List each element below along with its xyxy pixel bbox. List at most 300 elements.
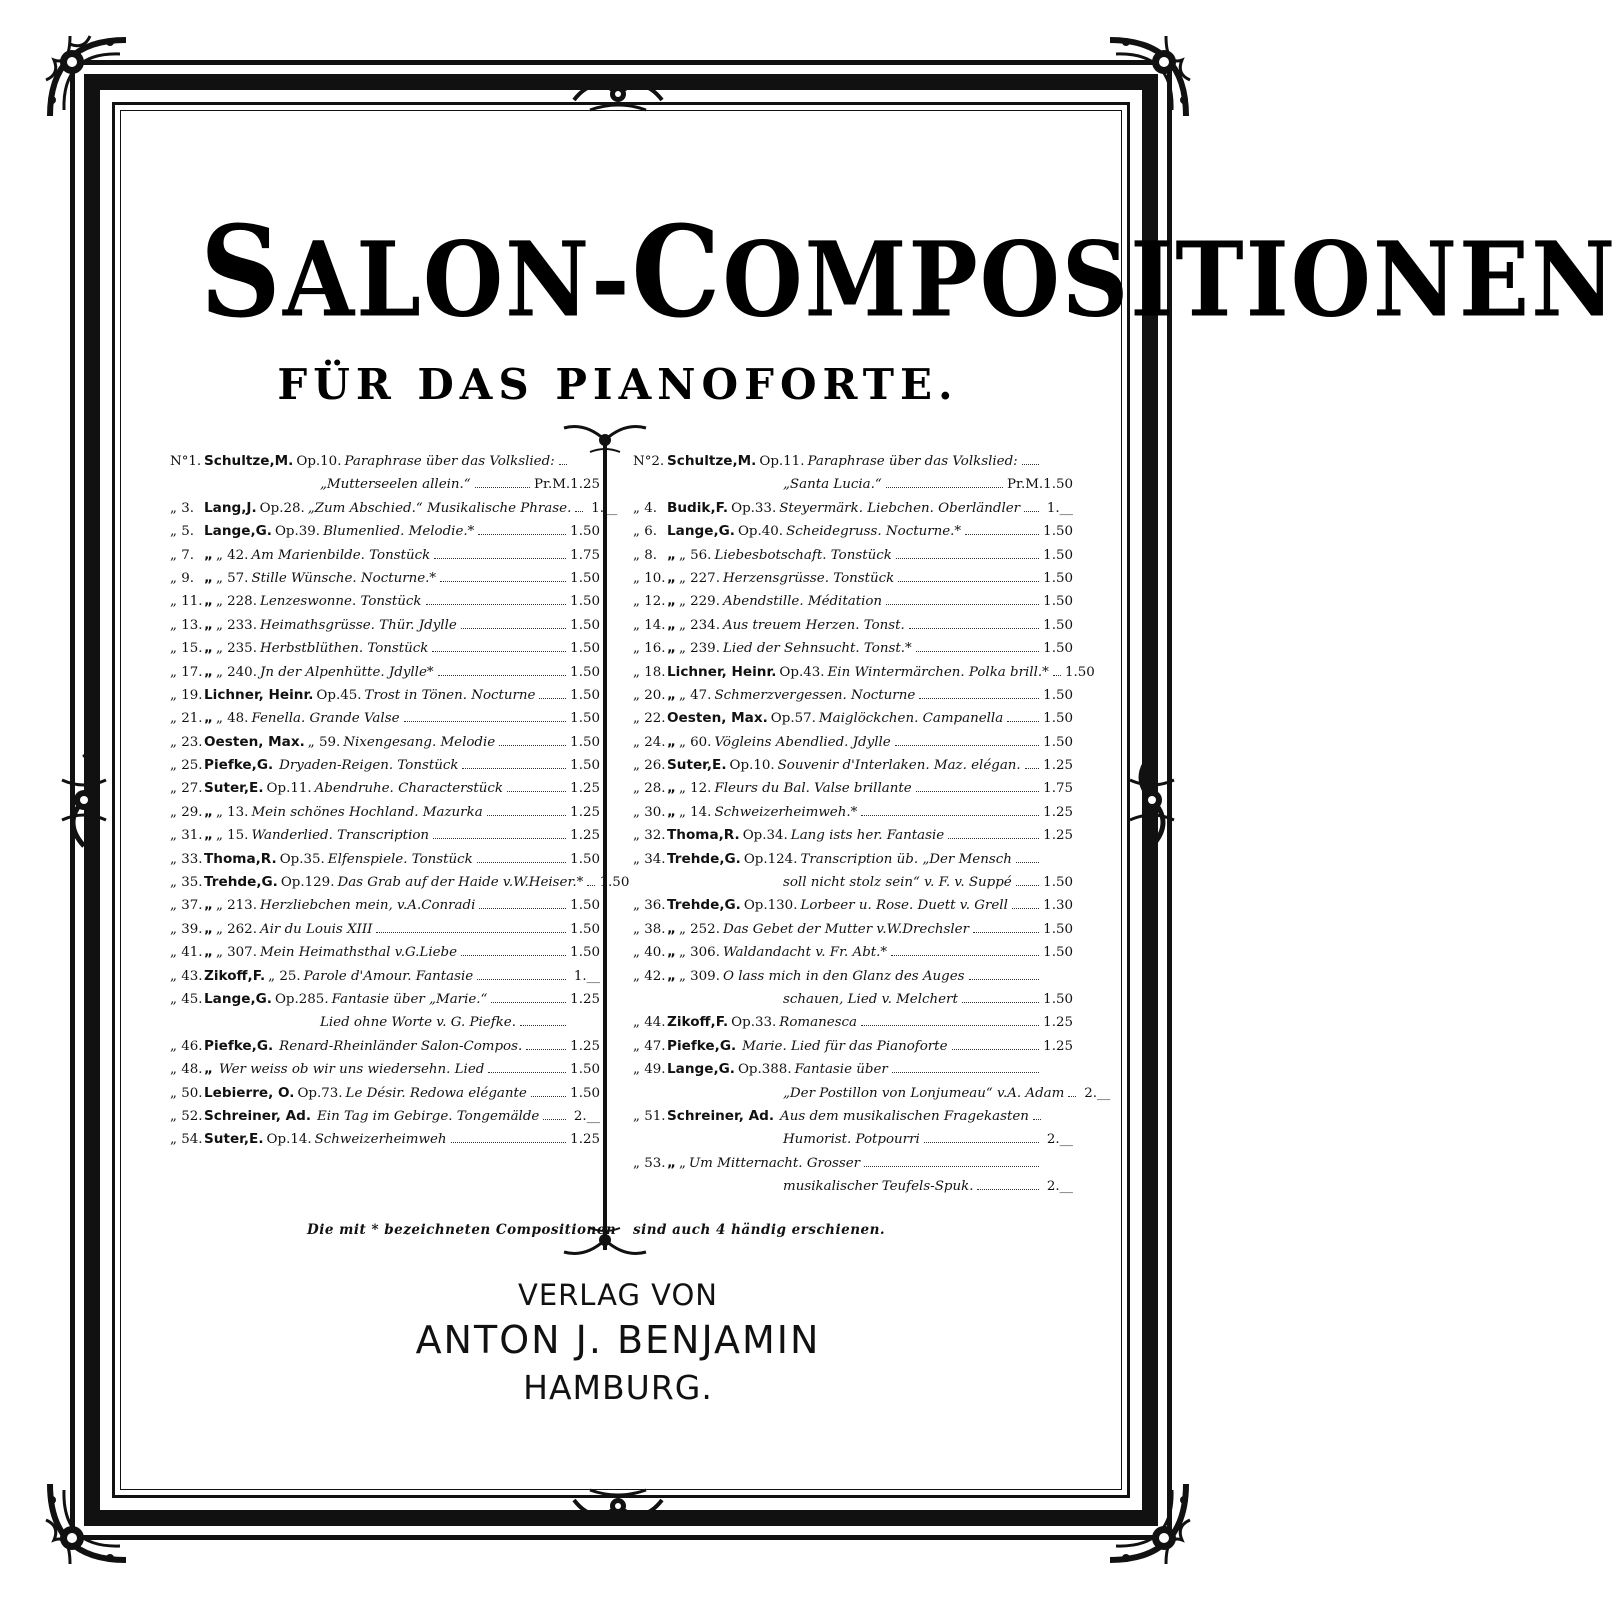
- entry-price: 1.25: [570, 828, 600, 844]
- entry-price: 1.30: [1043, 898, 1073, 914]
- entry-price: 1.__: [591, 500, 618, 516]
- entry-leader-dots: [895, 735, 1039, 746]
- entry-work-title: Am Marienbilde. Tonstück: [251, 547, 431, 563]
- entry-author: Oesten, Max.: [204, 733, 305, 750]
- entry-number: N°2.: [633, 454, 665, 469]
- entry-work-title: Stille Wünsche. Nocturne.*: [251, 570, 437, 586]
- entry-leader-dots: [520, 1015, 566, 1026]
- catalogue-entry: [170, 1082, 600, 1105]
- entry-number: „ 31.: [170, 828, 203, 844]
- entry-price: 1.50: [570, 570, 600, 586]
- entry-leader-dots: [924, 1132, 1039, 1143]
- entry-leader-dots: [1016, 852, 1039, 863]
- catalogue-entry: [633, 894, 1073, 917]
- entry-number: „ 24.: [633, 734, 666, 750]
- entry-work-title: Fenella. Grande Valse: [251, 711, 400, 727]
- entry-author: „: [204, 546, 213, 563]
- entry-number: „ 48.: [170, 1062, 203, 1078]
- entry-price: 1.25: [570, 1132, 600, 1148]
- entry-work-title: Dryaden-Reigen. Tonstück: [279, 758, 459, 774]
- entry-number: „ 29.: [170, 804, 203, 820]
- entry-price: 1.75: [570, 547, 600, 563]
- entry-work-title: Lenzeswonne. Tonstück: [259, 594, 422, 610]
- entry-author: „: [667, 546, 676, 563]
- entry-opus: Op.39.: [274, 524, 321, 540]
- entry-number: „ 47.: [633, 1038, 666, 1054]
- entry-leader-dots: [977, 1179, 1039, 1190]
- entry-leader-dots: [962, 992, 1039, 1003]
- entry-opus: Op.11.: [759, 454, 805, 469]
- entry-opus: Op.124.: [743, 851, 798, 867]
- catalogue-entry: [170, 707, 600, 730]
- entry-price: 1.25: [570, 804, 600, 820]
- entry-work-title: Trost in Tönen. Nocturne: [364, 687, 536, 703]
- title-part-1: ALON-: [282, 219, 632, 341]
- entry-price: 1.25: [570, 991, 600, 1007]
- catalogue-entry: [633, 754, 1073, 777]
- entry-work-title: Das Grab auf der Haide v.W.Heiser.*: [337, 875, 584, 891]
- catalogue-entry: [170, 731, 600, 754]
- entry-number: „ 17.: [170, 664, 203, 680]
- entry-author: Trehde,G.: [204, 874, 278, 891]
- entry-opus: Op.14.: [266, 1132, 312, 1148]
- catalogue-entry: [633, 544, 1073, 567]
- entry-work-title: Parole d'Amour. Fantasie: [303, 968, 474, 984]
- entry-work-title: Maiglöckchen. Campanella: [818, 711, 1004, 727]
- entry-opus: Op.130.: [743, 898, 798, 914]
- catalogue-entry: [170, 590, 600, 613]
- entry-price: 1.50: [570, 1085, 600, 1101]
- entry-number: „ 41.: [170, 945, 203, 961]
- entry-opus: „ 227.: [678, 570, 720, 586]
- entry-author: Suter,E.: [204, 780, 264, 797]
- catalogue-entry: [633, 871, 1073, 894]
- entry-work-title: Air du Louis XIII: [259, 921, 373, 937]
- entry-work-title: Waldandacht v. Fr. Abt.*: [722, 945, 888, 961]
- entry-opus: „: [678, 1155, 686, 1171]
- catalogue-entry: [170, 848, 600, 871]
- entry-number: „ 12.: [633, 594, 666, 610]
- entry-work-title: Renard-Rheinländer Salon-Compos.: [279, 1038, 523, 1054]
- entry-leader-dots: [1012, 898, 1039, 909]
- entry-leader-dots: [1022, 454, 1039, 465]
- entry-price: 1.50: [570, 898, 600, 914]
- entry-number: „ 14.: [633, 617, 666, 633]
- entry-author: „: [204, 920, 213, 937]
- catalogue-entry: [633, 918, 1073, 941]
- entry-price: 1.50: [1043, 524, 1073, 540]
- catalogue-entry: [170, 965, 600, 988]
- entry-author: Schreiner, Ad.: [667, 1107, 775, 1124]
- entry-author: „: [204, 569, 213, 586]
- entry-work-title: Fantasie über „Marie.“: [331, 991, 488, 1007]
- entry-opus: Op.10.: [729, 758, 775, 774]
- entry-opus: Op.40.: [737, 524, 784, 540]
- entry-number: „ 4.: [633, 500, 657, 516]
- entry-author: Thoma,R.: [667, 827, 740, 844]
- entry-price: 1.50: [599, 875, 630, 891]
- entry-leader-dots: [892, 1062, 1039, 1073]
- catalogue-entry: [170, 544, 600, 567]
- entry-number: „ 13.: [170, 617, 203, 633]
- entry-work-title: Lang ists her. Fantasie: [790, 828, 945, 844]
- entry-number: „ 38.: [633, 921, 666, 937]
- entry-leader-dots: [919, 688, 1039, 699]
- entry-number: „ 33.: [170, 851, 203, 867]
- entry-author: Suter,E.: [667, 757, 727, 774]
- entry-price: 1.50: [1043, 687, 1073, 703]
- entry-work-title: Scheidegruss. Nocturne.*: [786, 524, 962, 540]
- entry-work-title: soll nicht stolz sein“ v. F. v. Suppé: [783, 875, 1012, 891]
- catalogue-entry: [633, 473, 1073, 496]
- entry-opus: „ 14.: [678, 804, 712, 820]
- title-part-2: OMPOSITIONEN: [722, 219, 1617, 341]
- entry-work-title: „Zum Abschied.“ Musikalische Phrase.: [307, 500, 572, 516]
- entry-leader-dots: [477, 969, 566, 980]
- catalogue-entry: [633, 707, 1073, 730]
- catalogue-entry: [633, 1128, 1073, 1151]
- catalogue-entry: [170, 473, 600, 496]
- corner-ornament-top-right: [1100, 30, 1196, 126]
- catalogue-entry: [170, 894, 600, 917]
- entry-opus: Op.45.: [316, 687, 362, 703]
- catalogue-entry: [170, 801, 600, 824]
- entry-leader-dots: [916, 641, 1039, 652]
- entry-number: „ 5.: [170, 524, 194, 540]
- entry-work-title: Mein schönes Hochland. Mazurka: [251, 804, 483, 820]
- catalogue-entry: [633, 1035, 1073, 1058]
- entry-opus: „ 12.: [678, 781, 712, 797]
- entry-opus: „ 252.: [678, 921, 720, 937]
- entry-leader-dots: [575, 501, 583, 512]
- entry-work-title: O lass mich in den Glanz des Auges: [722, 968, 965, 984]
- entry-opus: „ 60.: [678, 734, 712, 750]
- entry-leader-dots: [491, 992, 566, 1003]
- entry-opus: „ 240.: [215, 664, 257, 680]
- catalogue-entry: [633, 848, 1073, 871]
- entry-author: Piefke,G.: [667, 1037, 737, 1054]
- catalogue-entry: [633, 824, 1073, 847]
- entry-number: „ 50.: [170, 1085, 203, 1101]
- entry-price: 1.50: [570, 758, 600, 774]
- entry-leader-dots: [531, 1086, 566, 1097]
- entry-author: „: [204, 827, 213, 844]
- entry-leader-dots: [898, 571, 1039, 582]
- entry-price: 1.50: [570, 734, 600, 750]
- catalogue-entry: [633, 1011, 1073, 1034]
- catalogue-entry: [633, 567, 1073, 590]
- entry-work-title: Romanesca: [779, 1015, 858, 1031]
- entry-author: Zikoff,F.: [204, 967, 266, 984]
- catalogue-entry: [633, 450, 1073, 473]
- publisher-line-1: VERLAG VON: [517, 1278, 718, 1312]
- entry-leader-dots: [404, 711, 567, 722]
- entry-work-title: Jn der Alpenhütte. Jdylle*: [259, 664, 434, 680]
- entry-author: „: [204, 640, 213, 657]
- entry-number: „ 45.: [170, 991, 203, 1007]
- entry-leader-dots: [539, 688, 566, 699]
- entry-price: 1.50: [1043, 641, 1073, 657]
- entry-work-title: Herzliebchen mein, v.A.Conradi: [259, 898, 476, 914]
- catalogue-entry: [633, 801, 1073, 824]
- entry-opus: Op.35.: [279, 851, 325, 867]
- entry-opus: „ 15.: [215, 828, 249, 844]
- entry-leader-dots: [499, 735, 566, 746]
- entry-author: Lange,G.: [667, 523, 735, 540]
- entry-opus: Op.33.: [731, 1015, 777, 1031]
- entry-opus: „ 309.: [678, 968, 720, 984]
- catalogue-entry: [633, 988, 1073, 1011]
- page-title: [200, 199, 1617, 346]
- entry-opus: „ 262.: [215, 921, 257, 937]
- catalogue-entry: [170, 637, 600, 660]
- entry-work-title: Aus dem musikalischen Fragekasten: [780, 1108, 1029, 1124]
- entry-opus: „ 228.: [215, 594, 257, 610]
- entry-work-title: Paraphrase über das Volkslied:: [807, 454, 1018, 469]
- entry-work-title: Abendstille. Méditation: [722, 594, 883, 610]
- bottom-center-ornament: [570, 1484, 666, 1530]
- entry-leader-dots: [433, 828, 566, 839]
- entry-author: „: [667, 733, 676, 750]
- entry-leader-dots: [487, 805, 566, 816]
- entry-price: 1.50: [570, 524, 600, 540]
- entry-price: 1.50: [1043, 945, 1073, 961]
- entry-number: „ 6.: [633, 524, 657, 540]
- entry-author: „: [667, 944, 676, 961]
- entry-leader-dots: [462, 758, 566, 769]
- entry-opus: „ 57.: [215, 570, 249, 586]
- entry-author: Piefke,G.: [204, 1037, 274, 1054]
- entry-price: 1.50: [570, 641, 600, 657]
- entry-price: 1.50: [1043, 617, 1073, 633]
- entry-number: „ 34.: [633, 851, 666, 867]
- entry-number: „ 35.: [170, 875, 203, 891]
- entry-work-title: Nixengesang. Melodie: [343, 734, 496, 750]
- catalogue-entry: [170, 450, 600, 473]
- entry-author: „: [667, 1154, 676, 1171]
- entry-opus: „ 47.: [678, 687, 712, 703]
- entry-author: Schultze,M.: [204, 453, 294, 469]
- entry-author: „: [667, 920, 676, 937]
- entry-price: 1.25: [1043, 758, 1073, 774]
- entry-author: Piefke,G.: [204, 757, 274, 774]
- entry-price: 2.__: [1084, 1085, 1111, 1101]
- title-initial-s: S: [200, 199, 283, 346]
- entry-leader-dots: [886, 594, 1039, 605]
- entry-leader-dots: [434, 548, 566, 559]
- entry-leader-dots: [1053, 665, 1061, 676]
- entry-leader-dots: [376, 922, 566, 933]
- catalogue-entry: [633, 684, 1073, 707]
- entry-price: 2.__: [1046, 1179, 1073, 1195]
- entry-leader-dots: [507, 781, 566, 792]
- entry-number: „ 49.: [633, 1062, 666, 1078]
- entry-author: „: [667, 967, 676, 984]
- entry-leader-dots: [891, 945, 1039, 956]
- entry-author: „: [204, 710, 213, 727]
- catalogue-entry: [170, 520, 600, 543]
- entry-work-title: Humorist. Potpourri: [783, 1132, 920, 1148]
- publisher-name: ANTON J. BENJAMIN: [415, 1318, 821, 1362]
- entry-opus: Op.57.: [770, 711, 816, 727]
- entry-leader-dots: [488, 1062, 566, 1073]
- catalogue-entry: [170, 1011, 600, 1034]
- entry-price: 1.50: [1043, 734, 1073, 750]
- entry-author: „: [204, 944, 213, 961]
- entry-leader-dots: [1068, 1086, 1076, 1097]
- entry-leader-dots: [1007, 711, 1039, 722]
- entry-number: „ 11.: [170, 594, 203, 610]
- entry-leader-dots: [559, 454, 567, 465]
- entry-work-title: Marie. Lied für das Pianoforte: [742, 1038, 948, 1054]
- entry-leader-dots: [461, 618, 566, 629]
- entry-work-title: Abendruhe. Characterstück: [314, 781, 504, 797]
- entry-number: „ 51.: [633, 1108, 666, 1124]
- entry-work-title: Herbstblüthen. Tonstück: [259, 641, 429, 657]
- side-ornament-left: [56, 750, 112, 850]
- catalogue-entry: [170, 754, 600, 777]
- entry-opus: „ 56.: [678, 547, 712, 563]
- entry-work-title: Schmerzvergessen. Nocturne: [714, 687, 916, 703]
- entry-price: 1.50: [1043, 570, 1073, 586]
- entry-work-title: Fantasie über: [794, 1062, 888, 1078]
- entry-opus: Op.388.: [737, 1062, 792, 1078]
- entry-leader-dots: [440, 571, 566, 582]
- catalogue-entry: [633, 1082, 1111, 1105]
- entry-leader-dots: [1025, 758, 1039, 769]
- corner-ornament-bottom-left: [40, 1474, 136, 1570]
- entry-work-title: Schweizerheimweh.*: [714, 804, 858, 820]
- entry-number: „ 43.: [170, 968, 203, 984]
- entry-work-title: „Der Postillon von Lonjumeau“ v.A. Adam: [783, 1085, 1065, 1101]
- catalogue-entry: [633, 731, 1073, 754]
- entry-number: „ 46.: [170, 1038, 203, 1054]
- entry-price: 1.25: [570, 781, 600, 797]
- entry-leader-dots: [969, 969, 1039, 980]
- entry-price: 2.__: [573, 1108, 600, 1124]
- entry-price: 1.25: [1043, 1038, 1073, 1054]
- catalogue-entry: [633, 1175, 1073, 1198]
- entry-work-title: Lied ohne Worte v. G. Piefke.: [320, 1015, 516, 1031]
- entry-work-title: Transcription üb. „Der Mensch: [800, 851, 1012, 867]
- entry-price: 2.__: [1046, 1132, 1073, 1148]
- entry-opus: „ 48.: [215, 711, 249, 727]
- entry-work-title: Herzensgrüsse. Tonstück: [722, 570, 895, 586]
- entry-author: „: [667, 686, 676, 703]
- catalogue-entry: [633, 590, 1073, 613]
- catalogue-entry: [633, 777, 1073, 800]
- entry-opus: „ 306.: [678, 945, 720, 961]
- entry-work-title: Blumenlied. Melodie.*: [323, 524, 475, 540]
- entry-work-title: Souvenir d'Interlaken. Maz. elégan.: [777, 758, 1021, 774]
- entry-leader-dots: [426, 594, 566, 605]
- entry-leader-dots: [477, 852, 566, 863]
- catalogue-entry: [170, 941, 600, 964]
- catalogue-entry: [170, 918, 600, 941]
- entry-opus: „ 307.: [215, 945, 257, 961]
- entry-work-title: Ein Tag im Gebirge. Tongemälde: [317, 1108, 540, 1124]
- entry-number: „ 40.: [633, 945, 666, 961]
- entry-opus: „ 59.: [307, 734, 341, 750]
- catalogue-entry: [170, 497, 618, 520]
- entry-work-title: Aus treuem Herzen. Tonst.: [722, 617, 905, 633]
- entry-work-title: Heimathsgrüsse. Thür. Jdylle: [259, 617, 457, 633]
- entry-author: „: [204, 1061, 213, 1078]
- entry-leader-dots: [1033, 1109, 1041, 1120]
- footnote-left: Die mit * bezeichneten Compositionen: [307, 1222, 617, 1238]
- entry-author: „: [204, 616, 213, 633]
- entry-author: Lange,G.: [667, 1061, 735, 1078]
- entry-number: „ 10.: [633, 570, 666, 586]
- entry-author: Lebierre, O.: [204, 1084, 295, 1101]
- catalogue-entry: [633, 965, 1073, 988]
- entry-work-title: schauen, Lied v. Melchert: [783, 991, 958, 1007]
- entry-author: „: [667, 593, 676, 610]
- catalogue-entry: [633, 661, 1095, 684]
- entry-number: „ 25.: [170, 758, 203, 774]
- entry-price: 1.75: [1043, 781, 1073, 797]
- entry-number: „ 16.: [633, 641, 666, 657]
- entry-work-title: Wanderlied. Transcription: [251, 828, 430, 844]
- entry-price: 1.25: [1043, 804, 1073, 820]
- entry-leader-dots: [478, 524, 566, 535]
- entry-leader-dots: [479, 898, 566, 909]
- entry-opus: Op.43.: [779, 664, 825, 680]
- entry-work-title: musikalischer Teufels-Spuk.: [783, 1179, 974, 1195]
- entry-number: „ 37.: [170, 898, 203, 914]
- entry-number: „ 42.: [633, 968, 666, 984]
- entry-leader-dots: [864, 1156, 1039, 1167]
- entry-leader-dots: [432, 641, 566, 652]
- entry-opus: Op.285.: [274, 991, 329, 1007]
- entry-number: „ 28.: [633, 781, 666, 797]
- catalogue-entry: [633, 1152, 1073, 1175]
- entry-author: Trehde,G.: [667, 897, 741, 914]
- entry-leader-dots: [451, 1132, 566, 1143]
- entry-leader-dots: [965, 524, 1039, 535]
- entry-price: 1.50: [1043, 711, 1073, 727]
- entry-number: „ 18.: [633, 664, 666, 680]
- entry-opus: „ 25.: [268, 968, 301, 984]
- entry-opus: Op.129.: [280, 875, 335, 891]
- entry-leader-dots: [543, 1109, 566, 1120]
- catalogue-entry: [633, 614, 1073, 637]
- catalogue-entry: [633, 941, 1073, 964]
- entry-opus: „ 239.: [678, 641, 720, 657]
- entry-author: „: [667, 616, 676, 633]
- entry-opus: Op.10.: [296, 454, 342, 469]
- catalogue-entry: [633, 520, 1073, 543]
- entry-opus: Op.11.: [266, 781, 312, 797]
- entry-number: „ 30.: [633, 804, 666, 820]
- entry-price: Pr.M.1.25: [534, 477, 600, 493]
- entry-price: 1.50: [1043, 875, 1073, 891]
- entry-work-title: Elfenspiele. Tonstück: [327, 851, 473, 867]
- entry-work-title: Le Désir. Redowa elégante: [345, 1085, 527, 1101]
- entry-work-title: „Santa Lucia.“: [783, 477, 882, 493]
- entry-opus: Op.28.: [259, 500, 305, 516]
- entry-number: „ 19.: [170, 687, 203, 703]
- entry-opus: „ 234.: [678, 617, 720, 633]
- entry-leader-dots: [587, 875, 595, 886]
- catalogue-entry: [170, 1058, 600, 1081]
- entry-author: „: [204, 593, 213, 610]
- entry-number: „ 9.: [170, 570, 194, 586]
- entry-work-title: Liebesbotschaft. Tonstück: [714, 547, 892, 563]
- catalogue-entry: [633, 637, 1073, 660]
- entry-price: 1.50: [1043, 594, 1073, 610]
- catalogue-left-column: [170, 450, 630, 1152]
